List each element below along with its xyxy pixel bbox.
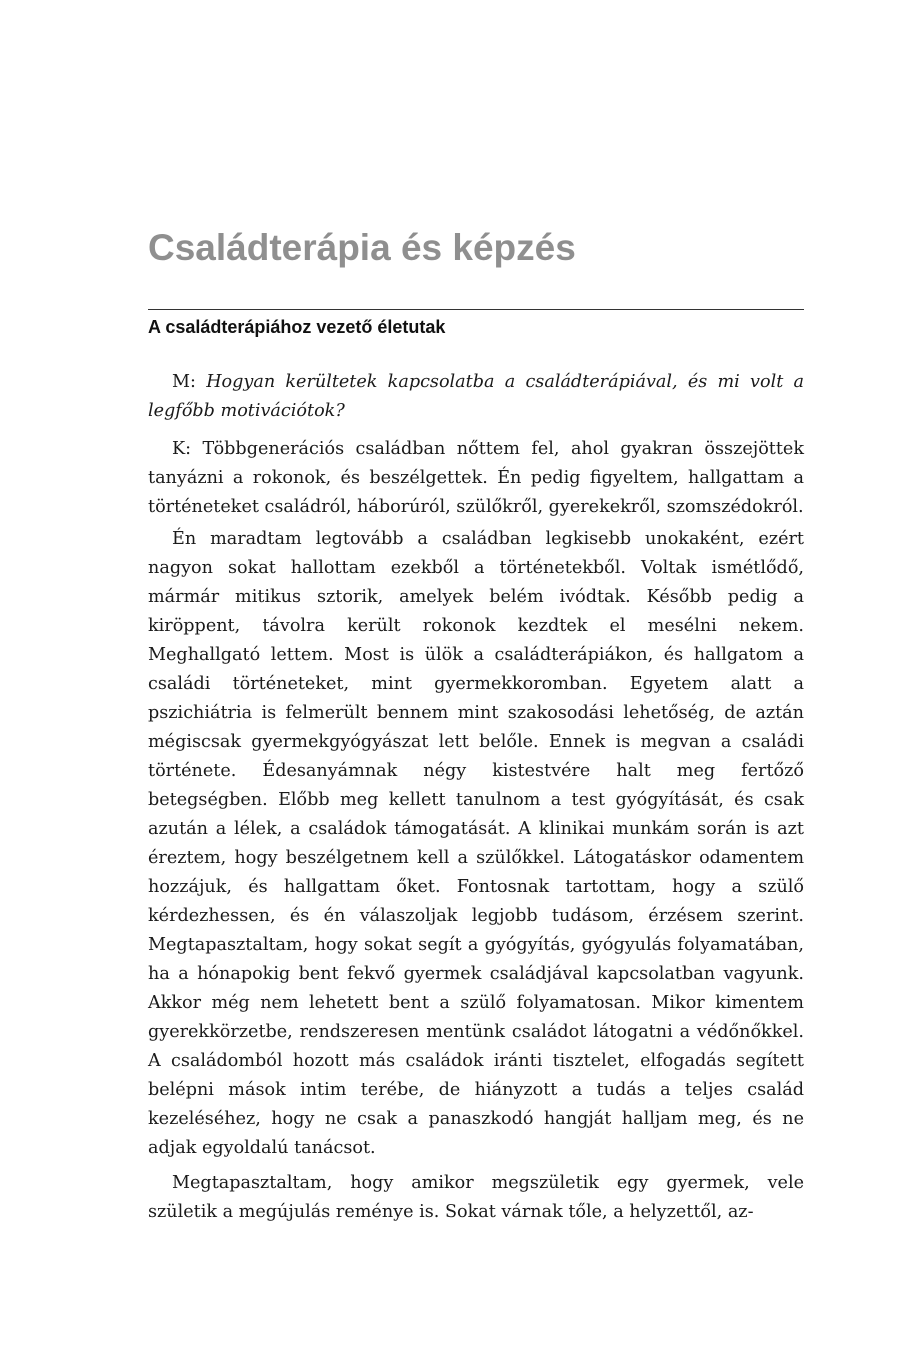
chapter-title: Családterápia és képzés: [148, 227, 576, 268]
body-text: [148, 368, 804, 1227]
answer-paragraph-3: [148, 1169, 804, 1227]
question-speaker: M:: [172, 372, 196, 392]
section-title: A családterápiához vezető életutak: [148, 317, 446, 337]
book-page: [148, 0, 804, 1359]
answer-text-1: Többgenerációs családban nőttem fel, ahol gyakran összejöttek tanyázni a rokonok, és beszélgettek. Én pedig figyeltem, hallgattam a történeteket családról, háborúról, szülőkről, gyerekekről, szomszédokról.: [148, 439, 805, 517]
section-divider: [148, 309, 804, 310]
answer-text-2: Én maradtam legtovább a családban legkisebb unokaként, ezért nagyon sokat hallottam ezekből a történetekből. Voltak ismétlődő, mármár mitikus sztorik, amelyek belém ivódtak. Később pedig a kiröppent, távolra került rokonok kezdtek el mesélni nekem. Meghallgató lettem. Most is ülök a családterápiákon, és hallgatom a családi történeteket, mint gyermekkoromban. Egyetem alatt a pszichiátria is felmerült bennem mint szakosodási lehetőség, de aztán mégiscsak gyermekgyógyászat lett belőle. Ennek is megvan a családi története. Édesanyámnak négy kistestvére halt meg fertőző betegségben. Előbb meg kellett tanulnom a test gyógyítását, és csak azután a lélek, a családok támogatását. A klinikai munkám során is azt éreztem, hogy beszélgetnem kell a szülőkkel. Látogatáskor odamentem hozzájuk, és hallgattam őket. Fontosnak tartottam, hogy a szülő kérdezhessen, és én válaszoljak legjobb tudásom, érzésem szerint. Megtapasztaltam, hogy sokat segít a gyógyítás, gyógyulás folyamatában, ha a hónapokig bent fekvő gyermek családjával kapcsolatban vagyunk. Akkor még nem lehetett bent a szülő folyamatosan. Mikor kimentem gyerekkörzetbe, rendszeresen mentünk családot látogatni a védőnőkkel. A családomból hozott más családok iránti tisztelet, elfogadás segített belépni mások intim terébe, de hiányzott a tudás a teljes család kezeléséhez, hogy ne csak a panaszkodó hangját halljam meg, és ne adjak egyoldalú tanácsot.: [148, 529, 804, 1158]
question-text: Hogyan kerültetek kapcsolatba a családterápiával, és mi volt a legfőbb motivációtok?: [148, 372, 804, 421]
answer-speaker: K:: [172, 439, 192, 459]
answer-text-3: Megtapasztaltam, hogy amikor megszületik egy gyermek, vele születik a megújulás reménye is. Sokat várnak tőle, a helyzettől, az-: [148, 1173, 804, 1222]
question-paragraph: [148, 368, 804, 426]
answer-paragraph-1: [148, 435, 804, 522]
answer-paragraph-2: [148, 525, 804, 1163]
